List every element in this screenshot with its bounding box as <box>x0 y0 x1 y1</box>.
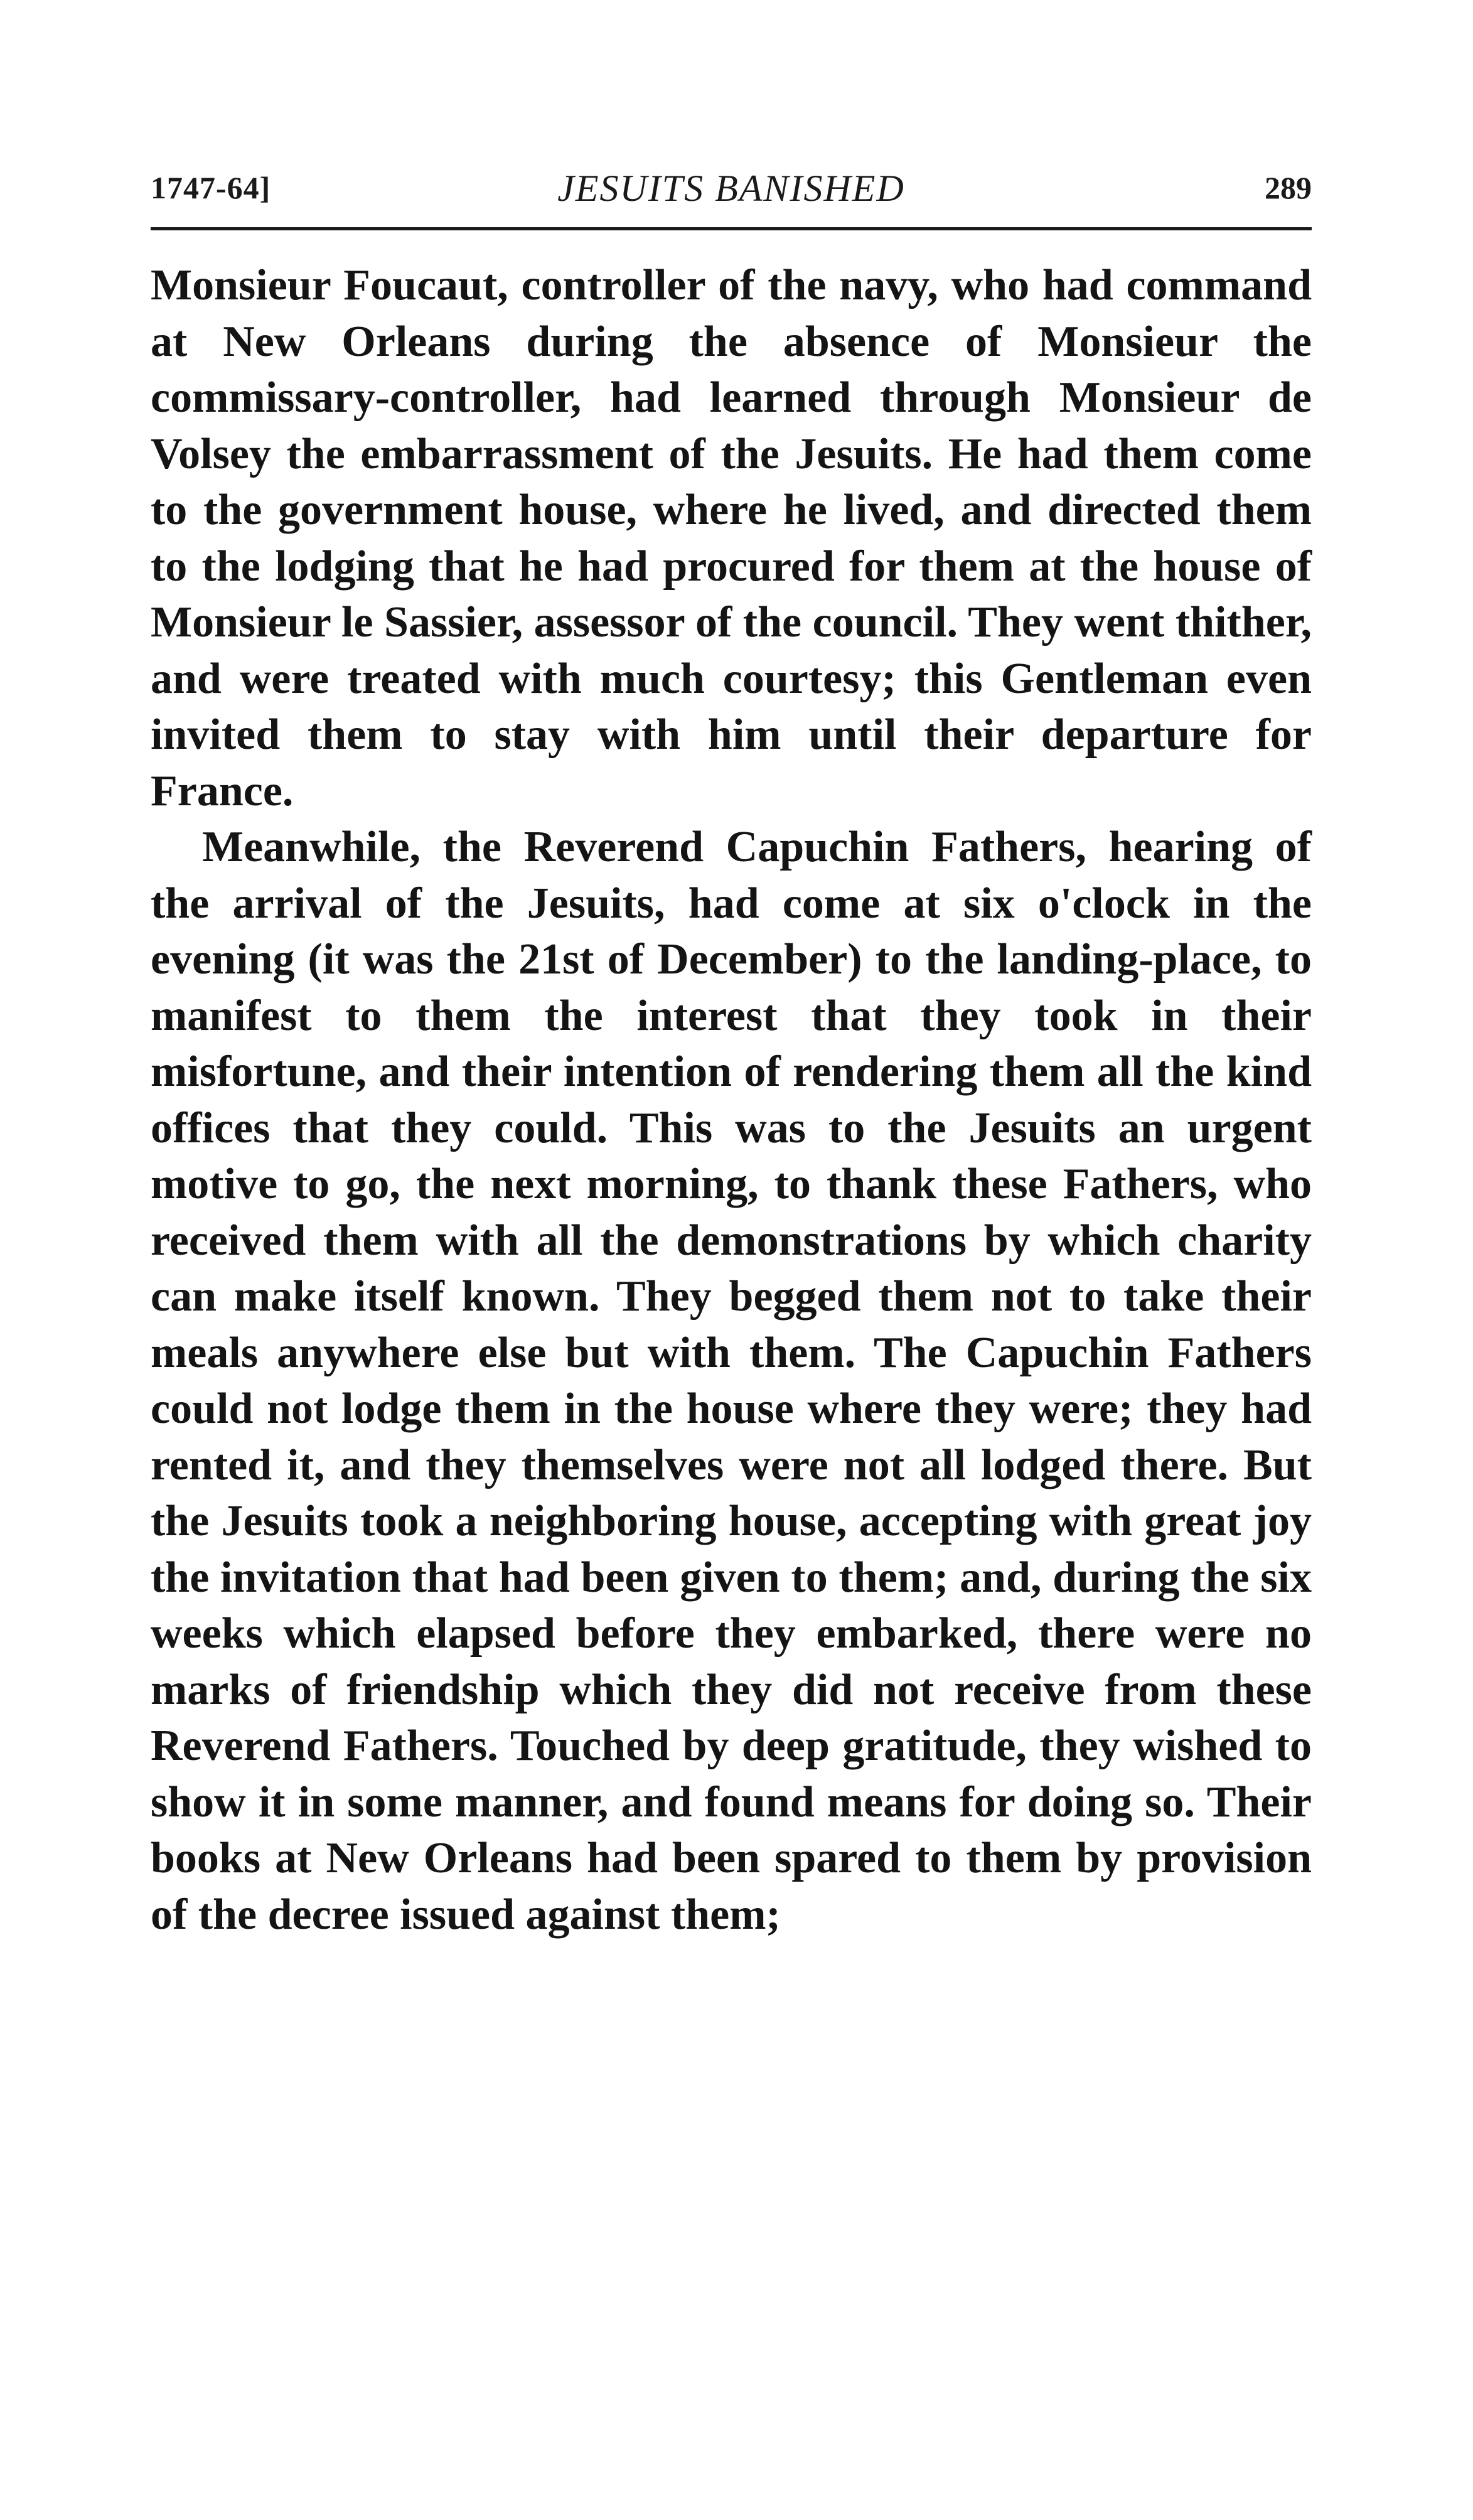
paragraph-1: Monsieur Foucaut, controller of the navy, who had command at New Orleans during the absence of Monsieur the commissary-controller, had learned through Monsieur de Volsey the embarrassment of the Jesuits. He had them come to the government house, where he lived, and directed them to the lodging that he had procured for them at the house of Monsieur le Sassier, assessor of the council. They went thither, and were treated with much courtesy; this Gentleman even invited them to stay with him until their departure for France. <box>151 261 1312 815</box>
date-range: 1747-64] <box>151 170 271 205</box>
running-head <box>151 169 1312 220</box>
paragraph-2: Meanwhile, the Reverend Capuchin Fathers, hearing of the arrival of the Jesuits, had come at six o'clock in the evening (it was the 21st of December) to the landing-place, to manifest to them the interest that they took in their misfortune, and their intention of rendering them all the kind offices that they could. This was to the Jesuits an urgent motive to go, the next morning, to thank these Fathers, who received them with all the demonstrations by which charity can make itself known. They begged them not to take their meals anywhere else but with them. The Capuchin Fathers could not lodge them in the house where they were; they had rented it, and they themselves were not all lodged there. But the Jesuits took a neighboring house, accepting with great joy the invitation that had been given to them; and, during the six weeks which elapsed before they embarked, there were no marks of friendship which they did not receive from these Reverend Fathers. Touched by deep gratitude, they wished to show it in some manner, and found means for doing so. Their books at New Orleans had been spared to them by provision of the decree issued against them; <box>151 823 1312 1939</box>
page-number: 289 <box>1265 170 1312 205</box>
running-title: JESUITS BANISHED <box>557 168 905 209</box>
body-text <box>151 257 1312 1943</box>
header-rule <box>151 227 1312 230</box>
